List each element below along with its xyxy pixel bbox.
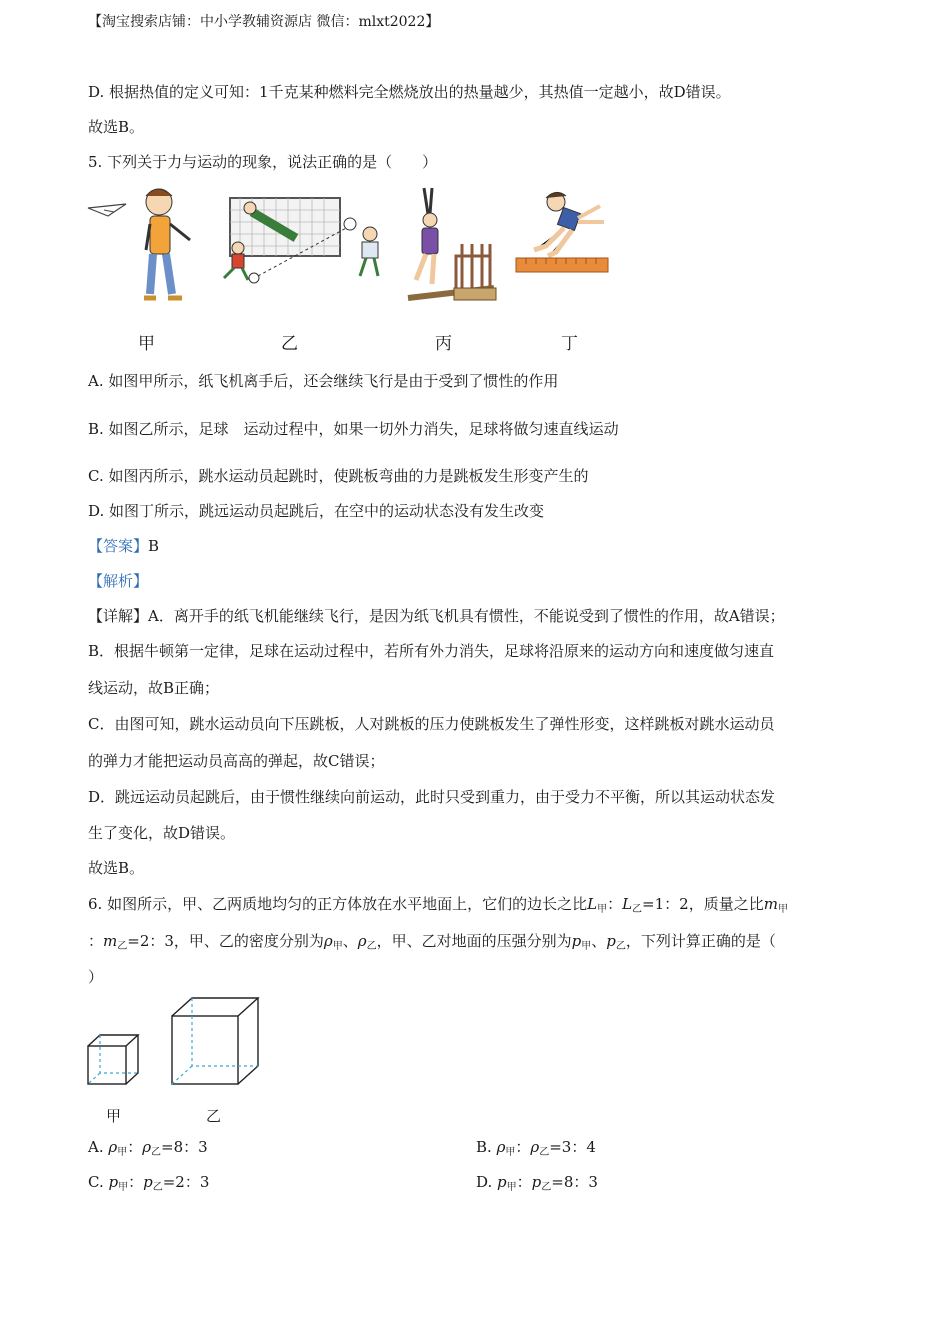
cube-label-yi: 乙	[206, 1107, 222, 1125]
q6-stem-text-3: ，甲、乙对地面的压强分别为	[376, 932, 572, 950]
var-rho-jia: ρ	[323, 932, 333, 950]
var-p: p	[108, 1173, 119, 1191]
sub-yi: 乙	[539, 1147, 550, 1158]
detail-c-line-2: 的弹力才能把运动员高高的弹起，故C错误；	[88, 752, 385, 770]
dun: 、	[342, 932, 358, 950]
var-p: p	[497, 1173, 507, 1191]
figure-bing-illustration	[404, 184, 499, 304]
figure-label-jia: 甲	[138, 334, 155, 354]
figure-ding-illustration	[512, 188, 612, 278]
var-rho: ρ	[530, 1138, 540, 1156]
var-L-jia: L	[587, 895, 598, 913]
sub-yi: 乙	[117, 941, 128, 952]
var-rho-yi: ρ	[357, 932, 367, 950]
sub-yi: 乙	[541, 1182, 552, 1193]
detail-tag: 【详解】	[88, 607, 149, 625]
var-rho: ρ	[496, 1138, 506, 1156]
q6-stem-line-2	[88, 931, 776, 954]
var-p: p	[531, 1173, 542, 1191]
figure-yi-illustration	[210, 190, 390, 290]
cube-label-jia: 甲	[106, 1107, 122, 1125]
analysis-tag: 【解析】	[88, 572, 149, 590]
q6-stem-line-1	[88, 894, 788, 917]
sub-yi: 乙	[151, 1147, 162, 1158]
q6-option-c	[88, 1172, 209, 1195]
q5-option-a: A. 如图甲所示，纸飞机离手后，还会继续飞行是由于受到了惯性的作用	[88, 372, 559, 390]
q5-option-c: C. 如图丙所示，跳水运动员起跳时，使跳板弯曲的力是跳板发生形变产生的	[88, 467, 589, 485]
q6-option-b	[476, 1137, 596, 1160]
q6-option-d	[476, 1172, 598, 1195]
detail-a-line	[88, 606, 785, 626]
q6-stem-text-2: =2：3，甲、乙的密度分别为	[127, 932, 324, 950]
answer-tag: 【答案】	[88, 537, 149, 555]
option-a-value: =8：3	[161, 1138, 208, 1156]
colon: ：	[128, 1173, 144, 1191]
q6-stem-text-1: 6. 如图所示，甲、乙两质地均匀的正方体放在水平地面上，它们的边长之比	[88, 895, 588, 913]
var-rho: ρ	[108, 1138, 118, 1156]
sub-jia: 甲	[506, 1182, 517, 1193]
detail-c-line-1: C．由图可知，跳水运动员向下压跳板，人对跳板的压力使跳板发生了弹性形变，这样跳板对跳水运动员	[88, 715, 775, 733]
cube-jia	[88, 1035, 138, 1084]
q5-stem: 5. 下列关于力与运动的现象，说法正确的是（ ）	[88, 153, 438, 171]
ratio-l-text: =1：2，质量之比	[642, 895, 764, 913]
sub-yi: 乙	[152, 1182, 163, 1193]
var-p-yi: p	[606, 932, 616, 950]
colon: ：	[127, 1138, 143, 1156]
option-d-value: =8：3	[551, 1173, 598, 1191]
var-m-yi: m	[103, 932, 118, 950]
page-header: 【淘宝搜索店铺：中小学教辅资源店 微信：mlxt2022】	[88, 14, 440, 30]
detail-b-line-2: 线运动，故B正确；	[88, 679, 220, 697]
option-c-value: =2：3	[162, 1173, 210, 1191]
detail-b-line-1: B．根据牛顿第一定律，足球在运动过程中，若所有外力消失，足球将沿原来的运动方向和速度做匀速直	[88, 642, 775, 660]
detail-a-text: A．离开手的纸飞机能继续飞行，是因为纸飞机具有惯性，不能说受到了惯性的作用，故A错误；	[148, 607, 785, 625]
option-d-prefix: D.	[476, 1173, 498, 1191]
cube-diagram	[86, 996, 266, 1090]
prev-select-line: 故选B。	[88, 118, 145, 136]
figure-label-ding: 丁	[561, 334, 578, 354]
sub-jia: 甲	[118, 1182, 129, 1193]
q6-option-a	[88, 1137, 208, 1160]
var-rho: ρ	[142, 1138, 152, 1156]
sub-jia: 甲	[332, 941, 343, 952]
option-a-prefix: A.	[88, 1138, 109, 1156]
colon: ：	[516, 1173, 532, 1191]
sub-yi: 乙	[632, 904, 643, 915]
figure-jia-illustration	[86, 182, 201, 307]
q5-option-b: B. 如图乙所示，足球 运动过程中，如果一切外力消失，足球将做匀速直线运动	[88, 420, 619, 438]
option-c-prefix: C.	[88, 1173, 109, 1191]
sub-jia: 甲	[505, 1147, 516, 1158]
var-p: p	[143, 1173, 153, 1191]
q5-select-line: 故选B。	[88, 859, 145, 877]
sub-jia: 甲	[117, 1147, 128, 1158]
sub-jia: 甲	[777, 904, 788, 915]
colon: ：	[607, 895, 623, 913]
colon: ：	[88, 932, 104, 950]
cube-yi	[172, 998, 258, 1084]
var-p-jia: p	[571, 932, 582, 950]
sub-yi: 乙	[366, 941, 377, 952]
option-b-prefix: B.	[476, 1138, 497, 1156]
detail-d-line-2: 生了变化，故D错误。	[88, 824, 236, 842]
figure-label-bing: 丙	[435, 334, 452, 354]
sub-yi: 乙	[615, 941, 626, 952]
option-b-value: =3：4	[549, 1138, 596, 1156]
prev-option-d-line: D. 根据热值的定义可知：1千克某种燃料完全燃烧放出的热量越少，其热值一定越小，故D错误。	[88, 83, 731, 101]
var-L-yi: L	[622, 895, 633, 913]
sub-jia: 甲	[581, 941, 592, 952]
dun: 、	[591, 932, 607, 950]
colon: ：	[515, 1138, 531, 1156]
sub-jia: 甲	[597, 904, 608, 915]
detail-d-line-1: D．跳远运动员起跳后，由于惯性继续向前运动，此时只受到重力，由于受力不平衡，所以其运动状态发	[88, 788, 776, 806]
figure-label-yi: 乙	[281, 334, 298, 354]
q6-stem-text-4: ，下列计算正确的是（	[625, 932, 776, 950]
var-m-jia: m	[763, 895, 778, 913]
q5-answer-line	[88, 536, 159, 556]
q6-stem-line-3: ）	[88, 968, 104, 986]
answer-value: B	[148, 537, 160, 555]
q5-option-d: D. 如图丁所示，跳远运动员起跳后，在空中的运动状态没有发生改变	[88, 502, 545, 520]
